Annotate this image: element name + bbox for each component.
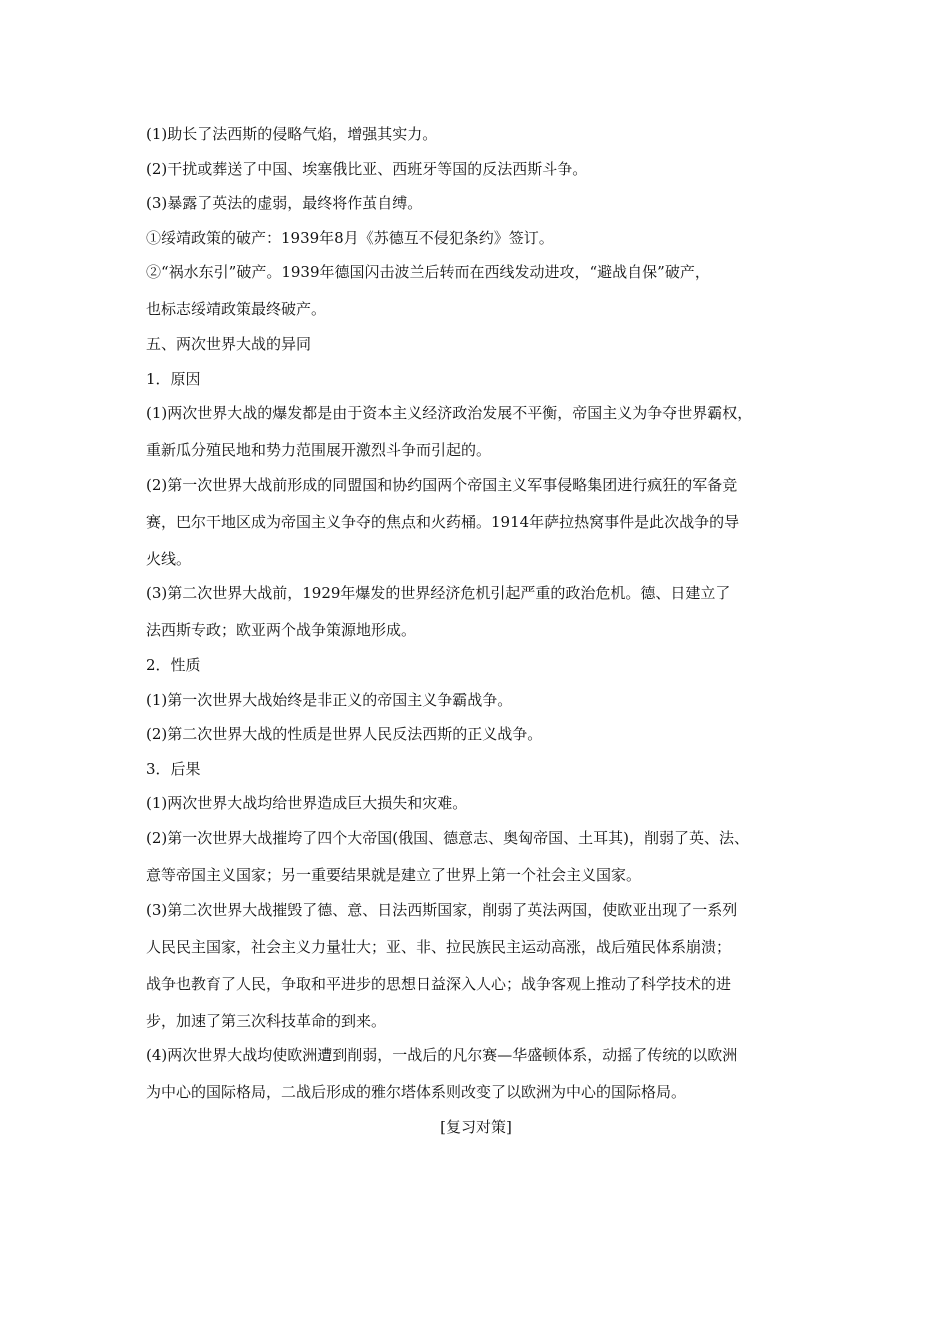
text-line: 为中心的国际格局，二战后形成的雅尔塔体系则改变了以欧洲为中心的国际格局。 — [146, 1083, 687, 1102]
subsection-heading: 3．后果 — [146, 759, 201, 778]
text-line: (2)第一次世界大战摧垮了四个大帝国(俄国、德意志、奥匈帝国、土耳其)，削弱了英、法、 — [146, 828, 749, 847]
text-line: (1)第一次世界大战始终是非正义的帝国主义争霸战争。 — [146, 690, 513, 709]
document-body — [146, 124, 806, 1151]
text-line: ①绥靖政策的破产：1939年8月《苏德互不侵犯条约》签订。 — [146, 228, 554, 247]
text-line: 重新瓜分殖民地和势力范围展开激烈斗争而引起的。 — [146, 441, 492, 460]
text-line: 步，加速了第三次科技革命的到来。 — [146, 1011, 387, 1030]
subsection-heading: 2．性质 — [146, 655, 201, 674]
subsection-heading: 1．原因 — [146, 369, 201, 388]
text-line: (3)第二次世界大战前，1929年爆发的世界经济危机引起严重的政治危机。德、日建立了 — [146, 584, 731, 603]
section-heading: 五、两次世界大战的异同 — [146, 334, 312, 353]
text-line: (2)第二次世界大战的性质是世界人民反法西斯的正义战争。 — [146, 725, 543, 744]
text-line: 意等帝国主义国家；另一重要结果就是建立了世界上第一个社会主义国家。 — [146, 865, 642, 884]
text-line: (1)助长了法西斯的侵略气焰，增强其实力。 — [146, 125, 438, 143]
text-line: (2)第一次世界大战前形成的同盟国和协约国两个帝国主义军事侵略集团进行疯狂的军备竞 — [146, 475, 738, 494]
text-line: (3)第二次世界大战摧毁了德、意、日法西斯国家，削弱了英法两国，使欧亚出现了一系列 — [146, 900, 738, 919]
text-line: (2)干扰或葬送了中国、埃塞俄比亚、西班牙等国的反法西斯斗争。 — [146, 159, 588, 178]
text-line: 也标志绥靖政策最终破产。 — [146, 300, 327, 319]
text-line: 赛，巴尔干地区成为帝国主义争夺的焦点和火药桶。1914年萨拉热窝事件是此次战争的导 — [146, 512, 740, 531]
text-line: 人民民主国家，社会主义力量壮大；亚、非、拉民族民主运动高涨，战后殖民体系崩溃； — [146, 937, 732, 956]
text-line: ②“祸水东引”破产。1939年德国闪击波兰后转而在西线发动进攻，“避战自保”破产， — [146, 263, 710, 282]
text-line: (3)暴露了英法的虚弱，最终将作茧自缚。 — [146, 194, 423, 213]
text-line: 火线。 — [146, 549, 192, 568]
text-line: (4)两次世界大战均使欧洲遭到削弱，一战后的凡尔赛—华盛顿体系，动摇了传统的以欧洲 — [146, 1046, 738, 1065]
text-line: 战争也教育了人民，争取和平进步的思想日益深入人心；战争客观上推动了科学技术的进 — [146, 974, 732, 993]
text-line: (1)两次世界大战的爆发都是由于资本主义经济政治发展不平衡，帝国主义为争夺世界霸权， — [146, 404, 753, 423]
text-line: (1)两次世界大战均给世界造成巨大损失和灾难。 — [146, 794, 468, 813]
review-strategy-heading: [复习对策] — [440, 1117, 512, 1136]
text-line: 法西斯专政；欧亚两个战争策源地形成。 — [146, 621, 417, 640]
